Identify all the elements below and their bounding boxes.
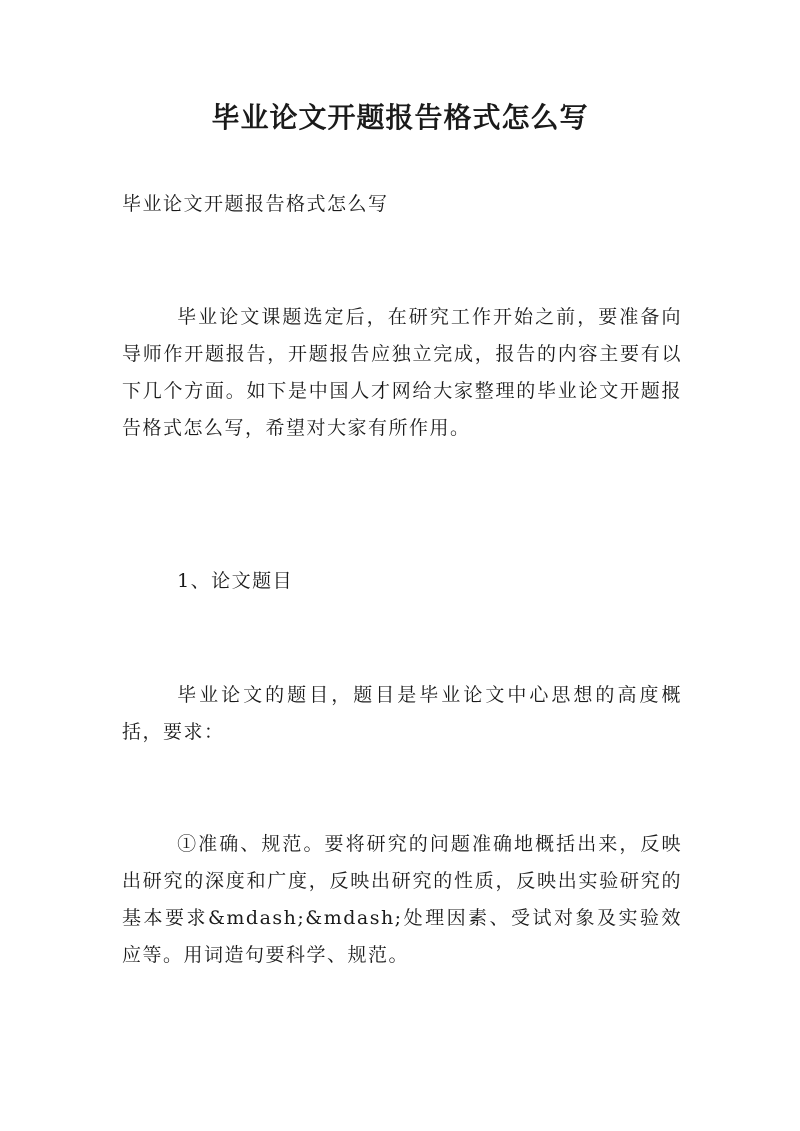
document-title: 毕业论文开题报告格式怎么写 <box>211 101 589 134</box>
requirement-paragraph: ①准确、规范。要将研究的问题准确地概括出来，反映出研究的深度和广度，反映出研究的性质，反映出实验研究的基本要求&mdash;&mdash;处理因素、受试对象及实验效应等。用词造句要科学、规范。 <box>122 833 682 966</box>
subtitle-paragraph: 毕业论文开题报告格式怎么写 <box>122 193 389 215</box>
intro-paragraph: 毕业论文课题选定后，在研究工作开始之前，要准备向导师作开题报告，开题报告应独立完成，报告的内容主要有以下几个方面。如下是中国人才网给大家整理的毕业论文开题报告格式怎么写，希望对大家有所作用。 <box>122 306 682 439</box>
section-heading: 1、论文题目 <box>177 570 294 592</box>
title-description-paragraph: 毕业论文的题目，题目是毕业论文中心思想的高度概括，要求： <box>122 684 682 743</box>
